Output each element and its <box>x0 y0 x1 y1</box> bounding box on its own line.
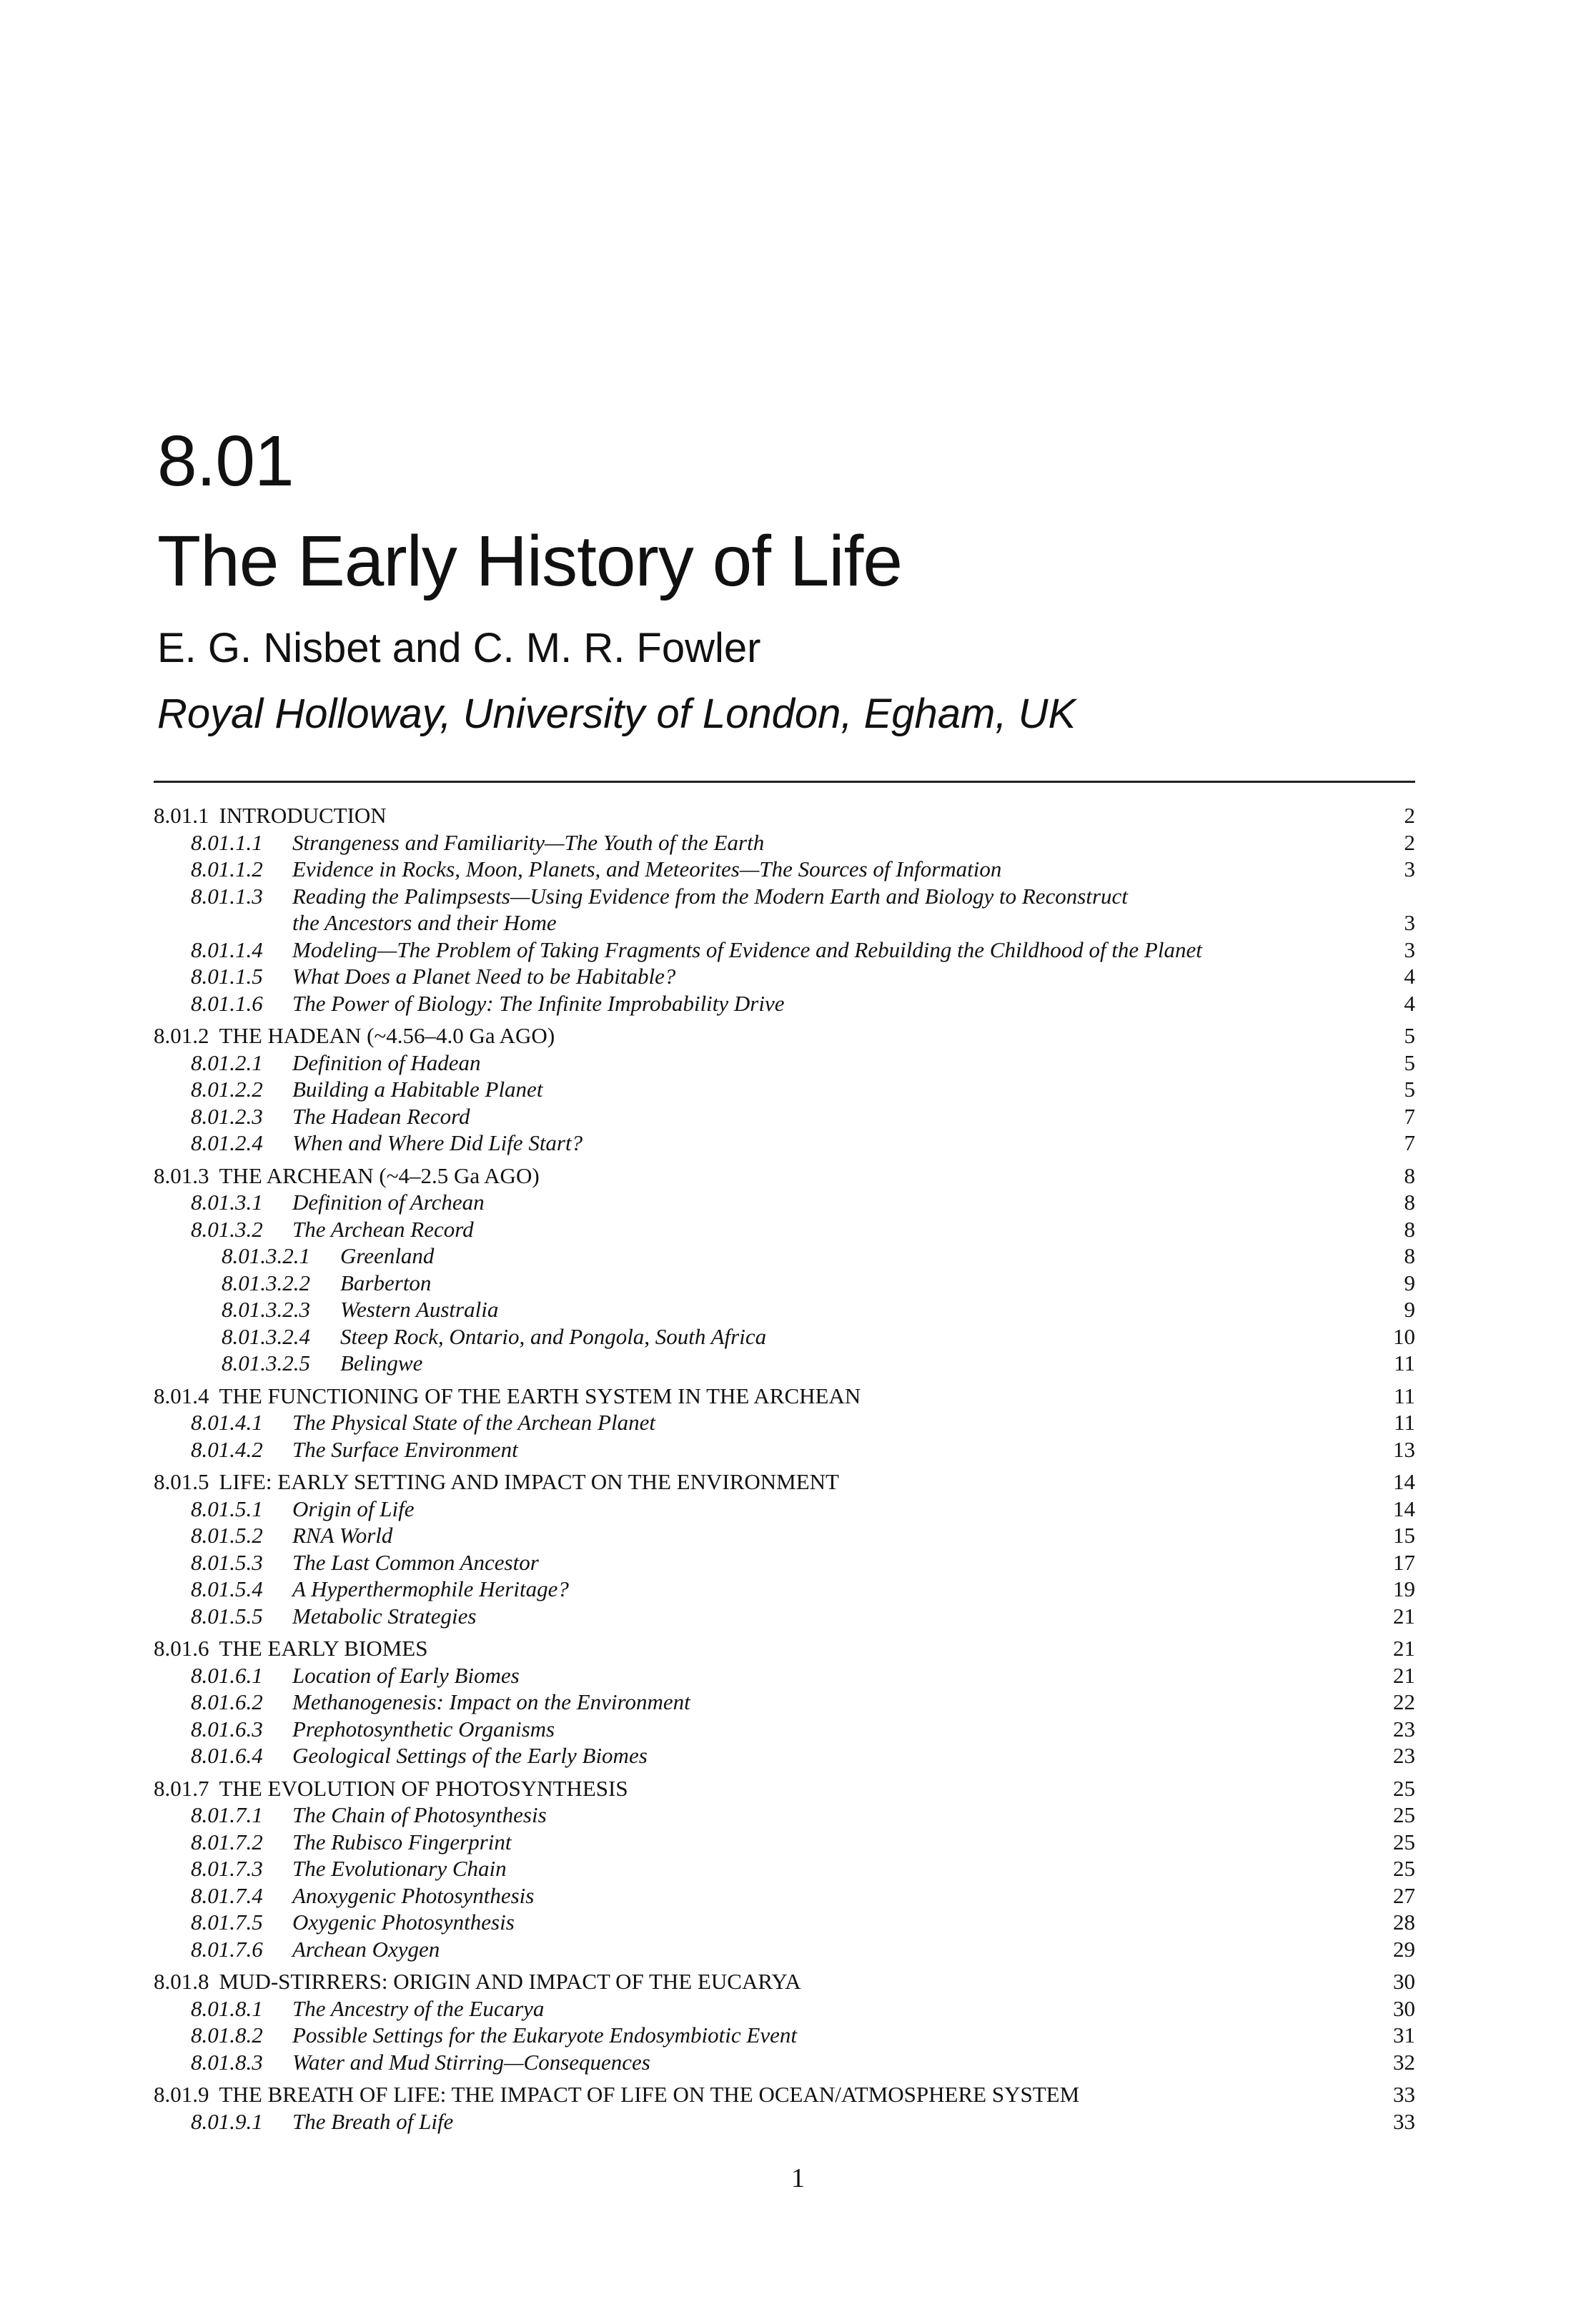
toc-entry <box>154 2049 1415 2076</box>
toc-entry-text <box>154 1576 1358 1603</box>
chapter-header <box>157 421 1415 737</box>
toc-entry-page: 11 <box>1394 1410 1415 1435</box>
toc-entry-title: The Evolutionary Chain <box>292 1856 507 1881</box>
toc-section <box>154 1968 1415 2075</box>
toc-entry-text <box>154 1802 1358 1829</box>
toc-entry-text <box>154 2081 1358 2108</box>
toc-entry-title: LIFE: EARLY SETTING AND IMPACT ON THE ENVIRONMENT <box>219 1469 839 1494</box>
toc-entry <box>154 1662 1415 1689</box>
chapter-number: 8.01 <box>157 421 294 501</box>
toc-entry <box>154 1436 1415 1463</box>
toc-entry <box>154 829 1415 856</box>
toc-entry-title: Possible Settings for the Eukaryote Endosymbiotic Event <box>292 2022 797 2047</box>
toc-entry-number: 8.01.3.2.2 <box>222 1270 310 1295</box>
toc-entry-number: 8.01.1.1 <box>191 829 263 855</box>
toc-entry-number: 8.01.1 <box>154 803 209 828</box>
toc-section <box>154 1162 1415 1377</box>
toc-entry <box>154 1968 1415 1995</box>
toc-entry-text <box>154 2108 1358 2135</box>
toc-entry-page: 5 <box>1404 1077 1415 1102</box>
toc-entry-text <box>154 1855 1358 1882</box>
toc-entry-number: 8.01.1.3 <box>191 883 263 909</box>
toc-entry-number: 8.01.4 <box>154 1383 209 1408</box>
toc-entry-number: 8.01.1.5 <box>191 964 263 989</box>
toc-entry <box>154 1829 1415 1856</box>
toc-entry-text <box>154 1436 1358 1463</box>
toc-entry-title: Western Australia <box>340 1297 499 1322</box>
toc-entry <box>154 1882 1415 1910</box>
toc-entry-title: Geological Settings of the Early Biomes <box>292 1743 648 1768</box>
toc-entry-text <box>154 1496 1358 1523</box>
toc-entry-number: 8.01.3.2.5 <box>222 1350 310 1375</box>
toc-entry-title: Methanogenesis: Impact on the Environment <box>292 1689 690 1714</box>
toc-entry-number: 8.01.5.2 <box>191 1523 263 1548</box>
toc-entry-page: 14 <box>1393 1496 1415 1521</box>
toc-entry-page: 30 <box>1393 1969 1415 1994</box>
toc-entry <box>154 1716 1415 1743</box>
toc-entry-page: 5 <box>1404 1023 1415 1048</box>
toc-entry-text <box>154 1409 1358 1436</box>
toc-entry <box>154 1216 1415 1243</box>
toc-entry-page: 22 <box>1393 1689 1415 1714</box>
toc-entry-text <box>154 990 1358 1017</box>
toc-entry-title: The Last Common Ancestor <box>292 1549 539 1575</box>
toc-entry-page: 3 <box>1404 910 1415 935</box>
toc-entry-number: 8.01.7.4 <box>191 1882 263 1908</box>
toc-entry-page: 8 <box>1404 1243 1415 1268</box>
toc-section <box>154 2081 1415 2135</box>
toc-entry-number: 8.01.6.1 <box>191 1662 263 1688</box>
toc-entry-page: 25 <box>1393 1775 1415 1801</box>
toc-entry <box>154 1049 1415 1077</box>
toc-entry-text <box>154 963 1358 990</box>
toc-entry-title: The Archean Record <box>292 1216 474 1242</box>
toc-entry <box>154 1936 1415 1963</box>
toc-entry-number: 8.01.1.2 <box>191 856 263 881</box>
toc-entry <box>154 1270 1415 1297</box>
toc-entry-number: 8.01.5.5 <box>191 1603 263 1629</box>
toc-entry-page: 33 <box>1393 2082 1415 2107</box>
toc-entry <box>154 1409 1415 1436</box>
toc-entry-text <box>154 1022 1358 1049</box>
toc-entry-page: 8 <box>1404 1190 1415 1215</box>
toc-entry-number: 8.01.8.3 <box>191 2049 263 2075</box>
toc-entry-text <box>154 1909 1358 1936</box>
toc-entry-title: RNA World <box>292 1523 393 1548</box>
toc-entry-page: 14 <box>1393 1469 1415 1494</box>
toc-entry-number: 8.01.8.1 <box>191 1995 263 2021</box>
toc-entry-text <box>154 1775 1358 1802</box>
toc-entry-text <box>154 1103 1358 1130</box>
page-number: 1 <box>791 2163 805 2193</box>
toc-entry <box>154 1130 1415 1157</box>
toc-entry-number: 8.01.8 <box>154 1969 209 1994</box>
toc-entry-title: Anoxygenic Photosynthesis <box>292 1882 535 1908</box>
toc-entry-number: 8.01.8.2 <box>191 2022 263 2047</box>
toc-entry-text <box>154 1549 1358 1576</box>
toc-entry <box>154 1296 1415 1323</box>
toc-entry-page: 28 <box>1393 1910 1415 1935</box>
toc-entry <box>154 1243 1415 1270</box>
toc-entry <box>154 802 1415 829</box>
toc-entry-number: 8.01.3 <box>154 1162 209 1188</box>
toc-entry-title: Location of Early Biomes <box>292 1662 520 1688</box>
toc-entry-number: 8.01.3.1 <box>191 1190 263 1215</box>
toc-entry <box>154 1323 1415 1350</box>
toc-entry-title: The Ancestry of the Eucarya <box>292 1995 545 2021</box>
toc-entry-text <box>154 856 1358 883</box>
toc-entry-text <box>154 1968 1358 1995</box>
toc-entry-title: What Does a Planet Need to be Habitable? <box>292 964 676 989</box>
toc-entry <box>154 1468 1415 1496</box>
toc-entry-page: 19 <box>1393 1576 1415 1601</box>
toc-section <box>154 802 1415 1017</box>
toc-entry-text <box>154 1162 1358 1190</box>
chapter-affiliation: Royal Holloway, University of London, Egham, UK <box>157 690 1076 737</box>
toc-section <box>154 1022 1415 1157</box>
toc-entry-title: Origin of Life <box>292 1496 415 1521</box>
toc-entry-title: Modeling—The Problem of Taking Fragments of Evidence and Rebuilding the Childhood of the Planet <box>292 937 1202 962</box>
toc-entry-text <box>154 1189 1358 1216</box>
toc-entry-text <box>154 1350 1358 1377</box>
toc-entry-title: Prephotosynthetic Organisms <box>292 1716 555 1742</box>
toc-entry-title: Strangeness and Familiarity—The Youth of the Earth <box>292 829 765 855</box>
toc-entry-page: 33 <box>1393 2108 1415 2134</box>
toc-entry-number: 8.01.5 <box>154 1469 209 1494</box>
toc-entry-title: The Physical State of the Archean Planet <box>292 1410 655 1435</box>
toc-entry-page: 10 <box>1393 1323 1415 1349</box>
toc-entry <box>154 1383 1415 1410</box>
toc-entry-title: A Hyperthermophile Heritage? <box>292 1576 569 1601</box>
toc-entry-number: 8.01.5.4 <box>191 1576 263 1601</box>
toc-entry-text <box>154 1716 1358 1743</box>
toc-entry <box>154 1689 1415 1716</box>
toc-entry-page: 11 <box>1394 1350 1415 1375</box>
toc-section <box>154 1468 1415 1629</box>
toc-entry-page: 31 <box>1393 2022 1415 2047</box>
toc-entry <box>154 1350 1415 1377</box>
toc-entry-page: 25 <box>1393 1802 1415 1827</box>
toc-entry <box>154 937 1415 964</box>
toc-entry-text <box>154 1603 1358 1630</box>
toc-entry-text <box>154 1662 1358 1689</box>
toc-entry-page: 13 <box>1393 1436 1415 1462</box>
toc-entry <box>154 1076 1415 1103</box>
toc-entry-page: 3 <box>1404 937 1415 962</box>
toc-entry-title-continued: the Ancestors and their Home <box>292 910 557 935</box>
toc-entry-page: 5 <box>1404 1049 1415 1075</box>
chapter-title: The Early History of Life <box>157 521 903 601</box>
table-of-contents <box>154 802 1415 2140</box>
toc-entry-page: 3 <box>1404 856 1415 881</box>
toc-entry-text <box>154 883 1358 910</box>
toc-entry-title: Definition of Archean <box>292 1190 485 1215</box>
toc-entry-text <box>154 1829 1358 1856</box>
toc-entry-title: Metabolic Strategies <box>292 1603 477 1629</box>
toc-entry-page: 23 <box>1393 1743 1415 1768</box>
toc-entry <box>154 1855 1415 1882</box>
toc-entry-page: 4 <box>1404 990 1415 1016</box>
toc-entry-number: 8.01.6.3 <box>191 1716 263 1742</box>
toc-entry-title: THE EVOLUTION OF PHOTOSYNTHESIS <box>219 1775 628 1801</box>
toc-entry <box>154 1909 1415 1936</box>
toc-entry-page: 7 <box>1404 1130 1415 1155</box>
toc-entry-page: 21 <box>1393 1603 1415 1629</box>
toc-entry-title: THE EARLY BIOMES <box>219 1636 428 1661</box>
toc-entry-page: 7 <box>1404 1103 1415 1129</box>
toc-entry <box>154 2022 1415 2049</box>
toc-entry <box>154 1103 1415 1130</box>
toc-entry-page: 30 <box>1393 1995 1415 2021</box>
toc-entry-page: 2 <box>1404 829 1415 855</box>
toc-entry-page: 21 <box>1393 1636 1415 1661</box>
header-rule <box>154 781 1415 783</box>
toc-entry-text <box>154 2022 1358 2049</box>
toc-entry-page: 17 <box>1393 1549 1415 1575</box>
toc-entry-text <box>154 1468 1358 1496</box>
toc-entry-number: 8.01.3.2 <box>191 1216 263 1242</box>
toc-entry-title: Greenland <box>340 1243 435 1268</box>
toc-entry-text <box>154 1076 1358 1103</box>
toc-entry-number: 8.01.7 <box>154 1775 209 1801</box>
toc-entry-title: The Breath of Life <box>292 2108 454 2134</box>
toc-entry-number: 8.01.7.1 <box>191 1802 263 1827</box>
toc-entry-page: 23 <box>1393 1716 1415 1742</box>
toc-entry-page: 4 <box>1404 964 1415 989</box>
chapter-authors: E. G. Nisbet and C. M. R. Fowler <box>157 625 761 671</box>
toc-entry <box>154 856 1415 883</box>
toc-entry-text <box>154 1936 1358 1963</box>
toc-entry-title: Oxygenic Photosynthesis <box>292 1910 515 1935</box>
toc-entry-title: The Power of Biology: The Infinite Improbability Drive <box>292 990 785 1016</box>
toc-entry <box>154 883 1415 910</box>
toc-entry-text <box>154 1270 1358 1297</box>
toc-entry-number: 8.01.2.1 <box>191 1049 263 1075</box>
toc-entry <box>154 2108 1415 2135</box>
toc-entry-title: Water and Mud Stirring—Consequences <box>292 2049 650 2075</box>
toc-entry-number: 8.01.2.4 <box>191 1130 263 1155</box>
toc-entry-title: Archean Oxygen <box>292 1936 440 1962</box>
toc-entry-number: 8.01.3.2.4 <box>222 1323 310 1349</box>
toc-entry-text <box>154 1130 1358 1157</box>
toc-entry-text <box>154 1742 1358 1769</box>
toc-entry-number: 8.01.2.2 <box>191 1077 263 1102</box>
toc-entry-text <box>154 1522 1358 1549</box>
toc-entry-title: The Chain of Photosynthesis <box>292 1802 547 1827</box>
toc-section <box>154 1635 1415 1769</box>
toc-entry-title: When and Where Did Life Start? <box>292 1130 583 1155</box>
toc-entry-text <box>154 2049 1358 2076</box>
toc-entry-title: INTRODUCTION <box>219 803 387 828</box>
toc-entry-number: 8.01.3.2.1 <box>222 1243 310 1268</box>
toc-entry-text <box>154 1882 1358 1910</box>
toc-entry-number: 8.01.3.2.3 <box>222 1297 310 1322</box>
toc-entry-continuation <box>154 909 1415 937</box>
toc-entry-page: 11 <box>1394 1383 1415 1408</box>
toc-entry-title: Steep Rock, Ontario, and Pongola, South Africa <box>340 1323 767 1349</box>
toc-entry-text <box>154 1323 1358 1350</box>
toc-entry-title: Barberton <box>340 1270 432 1295</box>
toc-entry-title: Belingwe <box>340 1350 423 1375</box>
toc-entry-title: THE ARCHEAN (~4–2.5 Ga AGO) <box>219 1162 540 1188</box>
toc-entry-title: MUD-STIRRERS: ORIGIN AND IMPACT OF THE EUCARYA <box>219 1969 801 1994</box>
toc-entry <box>154 1162 1415 1190</box>
toc-entry-page: 21 <box>1393 1662 1415 1688</box>
toc-entry-number: 8.01.7.6 <box>191 1936 263 1962</box>
toc-section <box>154 1775 1415 1963</box>
toc-entry-number: 8.01.1.4 <box>191 937 263 962</box>
toc-entry-number: 8.01.9 <box>154 2082 209 2107</box>
toc-entry-page: 32 <box>1393 2049 1415 2075</box>
toc-entry-page: 15 <box>1393 1523 1415 1548</box>
toc-entry-page: 9 <box>1404 1297 1415 1322</box>
toc-entry-text <box>154 1995 1358 2022</box>
toc-entry-number: 8.01.1.6 <box>191 990 263 1016</box>
toc-entry <box>154 1742 1415 1769</box>
toc-entry-number: 8.01.6.2 <box>191 1689 263 1714</box>
toc-entry-number: 8.01.7.2 <box>191 1829 263 1854</box>
toc-entry <box>154 1549 1415 1576</box>
toc-entry-number: 8.01.5.3 <box>191 1549 263 1575</box>
toc-entry-text <box>154 1383 1358 1410</box>
toc-entry-text <box>154 829 1358 856</box>
toc-entry-text <box>154 1635 1358 1662</box>
toc-entry <box>154 1522 1415 1549</box>
toc-entry-number: 8.01.2.3 <box>191 1103 263 1129</box>
toc-entry-title: The Hadean Record <box>292 1103 470 1129</box>
toc-entry-number: 8.01.6.4 <box>191 1743 263 1768</box>
toc-entry-page: 2 <box>1404 803 1415 828</box>
toc-entry <box>154 1022 1415 1049</box>
toc-entry <box>154 1995 1415 2022</box>
toc-entry-text <box>154 1216 1358 1243</box>
toc-entry-title: THE FUNCTIONING OF THE EARTH SYSTEM IN THE ARCHEAN <box>219 1383 861 1408</box>
toc-entry-number: 8.01.4.1 <box>191 1410 263 1435</box>
toc-entry-title: Building a Habitable Planet <box>292 1077 543 1102</box>
toc-entry-page: 25 <box>1393 1829 1415 1854</box>
toc-entry-number: 8.01.4.2 <box>191 1436 263 1462</box>
toc-entry-number: 8.01.6 <box>154 1636 209 1661</box>
toc-entry-text <box>154 802 1358 829</box>
toc-entry-title: Evidence in Rocks, Moon, Planets, and Meteorites—The Sources of Information <box>292 856 1002 881</box>
toc-entry-title: THE HADEAN (~4.56–4.0 Ga AGO) <box>219 1023 555 1048</box>
toc-entry-page: 9 <box>1404 1270 1415 1295</box>
toc-entry-page: 29 <box>1393 1936 1415 1962</box>
toc-entry-number: 8.01.7.3 <box>191 1856 263 1881</box>
toc-entry-page: 8 <box>1404 1162 1415 1188</box>
toc-entry-page: 8 <box>1404 1216 1415 1242</box>
toc-entry-text <box>154 1243 1358 1270</box>
toc-entry <box>154 1576 1415 1603</box>
toc-entry-text <box>154 1296 1358 1323</box>
toc-entry-title: Definition of Hadean <box>292 1049 481 1075</box>
toc-entry-page: 25 <box>1393 1856 1415 1881</box>
toc-entry <box>154 1775 1415 1802</box>
toc-entry-text <box>154 1689 1358 1716</box>
toc-entry-number: 8.01.7.5 <box>191 1910 263 1935</box>
toc-entry <box>154 963 1415 990</box>
toc-entry-text <box>154 937 1358 964</box>
toc-entry-title: Reading the Palimpsests—Using Evidence from the Modern Earth and Biology to Reconstruct <box>292 883 1128 909</box>
toc-section <box>154 1383 1415 1463</box>
toc-entry <box>154 990 1415 1017</box>
toc-entry-number: 8.01.9.1 <box>191 2108 263 2134</box>
toc-entry-number: 8.01.2 <box>154 1023 209 1048</box>
toc-entry-title: THE BREATH OF LIFE: THE IMPACT OF LIFE ON THE OCEAN/ATMOSPHERE SYSTEM <box>219 2082 1080 2107</box>
toc-entry <box>154 1802 1415 1829</box>
toc-entry <box>154 1635 1415 1662</box>
toc-entry-number: 8.01.5.1 <box>191 1496 263 1521</box>
toc-entry <box>154 1603 1415 1630</box>
toc-entry <box>154 2081 1415 2108</box>
toc-entry-title: The Rubisco Fingerprint <box>292 1829 512 1854</box>
toc-entry-page: 27 <box>1393 1882 1415 1908</box>
toc-entry-text <box>154 1049 1358 1077</box>
toc-entry <box>154 1189 1415 1216</box>
toc-entry <box>154 1496 1415 1523</box>
toc-entry-title: The Surface Environment <box>292 1436 518 1462</box>
